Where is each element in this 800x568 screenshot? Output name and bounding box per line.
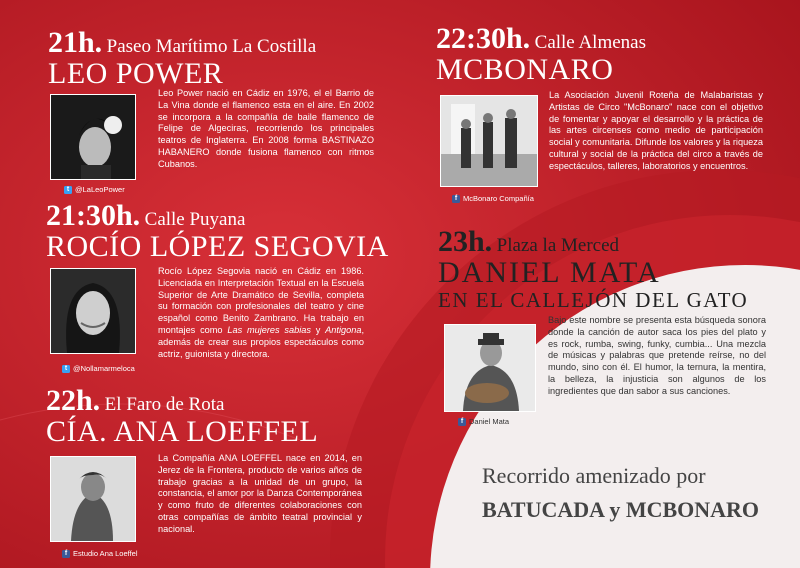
event-daniel-mata — [438, 227, 748, 311]
social-handle[interactable]: t @LaLeoPower — [64, 185, 125, 194]
twitter-icon: t — [64, 186, 72, 194]
artist-photo-mcbonaro — [440, 95, 538, 187]
footer-note — [482, 463, 759, 523]
social-handle[interactable]: f Daniel Mata — [458, 417, 509, 426]
event-header — [46, 386, 318, 416]
artist-photo-daniel-mata — [444, 324, 536, 412]
artist-photo-leo-power — [50, 94, 136, 180]
event-description: Bajo este nombre se presenta esta búsqueda sonora donde la canción de autor saca los pies del plato y es rock, rumba, swing, funky, cumbia... Una mezcla de músicas y palabras que pretende reírse, no del mundo, sino con él. El humor, la ternura, la mentira, la belleza, la injusticia son algunos de los ingredientes que dan sabor a sus canciones. — [548, 315, 766, 396]
event-place: Calle Puyana — [144, 209, 246, 230]
twitter-icon: t — [62, 365, 70, 373]
artist-name: ROCÍO LÓPEZ SEGOVIA — [46, 230, 389, 263]
social-handle[interactable]: f Estudio Ana Loeffel — [62, 549, 138, 558]
event-time: 22h. — [46, 384, 101, 417]
event-rocio-lopez-segovia — [46, 201, 389, 263]
event-header — [48, 28, 316, 58]
event-cia-ana-loeffel — [46, 386, 318, 448]
event-description: Rocío López Segovia nació en Cádiz en 1986. Licenciada en Interpretación Textual en la Escuela Superior de Arte Dramático de Sevilla, completa su formación con profesionales del teatro y cine español como Benito Zambrano. Ha trabajo en montajes como Las mujeres sabias y Antigona, además de crear sus propios espectáculos como actriz, guionista y directora. — [158, 266, 364, 359]
event-header — [46, 201, 389, 231]
social-handle[interactable]: f McBonaro Compañía — [452, 194, 534, 203]
event-mcbonaro — [436, 24, 646, 86]
artist-name: DANIEL MATA — [438, 256, 661, 289]
event-place: Plaza la Merced — [496, 235, 620, 256]
artist-name: LEO POWER — [48, 57, 224, 90]
event-description: La Compañía ANA LOEFFEL nace en 2014, en Jerez de la Frontera, producto de varios años de trabajo gracias a la unidad de un grupo, la constancia, el amor por la Danza Contemporánea y como fruto de diferentes colaboraciones con otras compañías de ámbito teatral provincial y nacional. — [158, 453, 362, 534]
artist-photo-ana-loeffel — [50, 456, 136, 542]
event-description: La Asociación Juvenil Roteña de Malabaristas y Artistas de Circo "McBonaro" nace con el objetivo de fomentar y apoyar el desarrollo y la práctica de las artes circenses como medio de participación social y comunitaria. Difunde los valores y la riqueza cultural y social de la práctica del circo a través de espectáculos, talleres, laboratorios y encuentros. — [549, 90, 763, 171]
artist-photo-rocio — [50, 268, 136, 354]
event-time: 23h. — [438, 225, 493, 258]
event-place: El Faro de Rota — [104, 394, 225, 415]
footer-line2: BATUCADA y MCBONARO — [482, 497, 760, 522]
event-place: Calle Almenas — [534, 32, 646, 53]
artist-name-line2: EN EL CALLEJÓN DEL GATO — [438, 287, 749, 312]
event-leo-power — [48, 28, 316, 90]
event-time: 21h. — [48, 26, 103, 59]
footer-line1: Recorrido amenizado por — [482, 463, 706, 488]
facebook-icon: f — [458, 418, 466, 426]
event-time: 21:30h. — [46, 199, 141, 232]
event-description: Leo Power nació en Cádiz en 1976, el el Barrio de La Vina donde el flamenco esta en el aire. En 2002 se incorpora a la compañía de baile flamenco de Felipe de Algeciras, recorriendo los principales teatros de Inglaterra. En 2008 forma BASTINAZO HABANERO donde fusiona flamenco con ritmos Cubanos. — [158, 88, 374, 169]
artist-name: CÍA. ANA LOEFFEL — [46, 415, 319, 448]
event-time: 22:30h. — [436, 22, 531, 55]
social-handle[interactable]: t @Nollamarmeloca — [62, 364, 135, 373]
facebook-icon: f — [452, 195, 460, 203]
event-place: Paseo Marítimo La Costilla — [106, 36, 317, 57]
artist-name: MCBONARO — [436, 53, 614, 86]
facebook-icon: f — [62, 550, 70, 558]
event-header — [438, 227, 748, 257]
event-header — [436, 24, 646, 54]
